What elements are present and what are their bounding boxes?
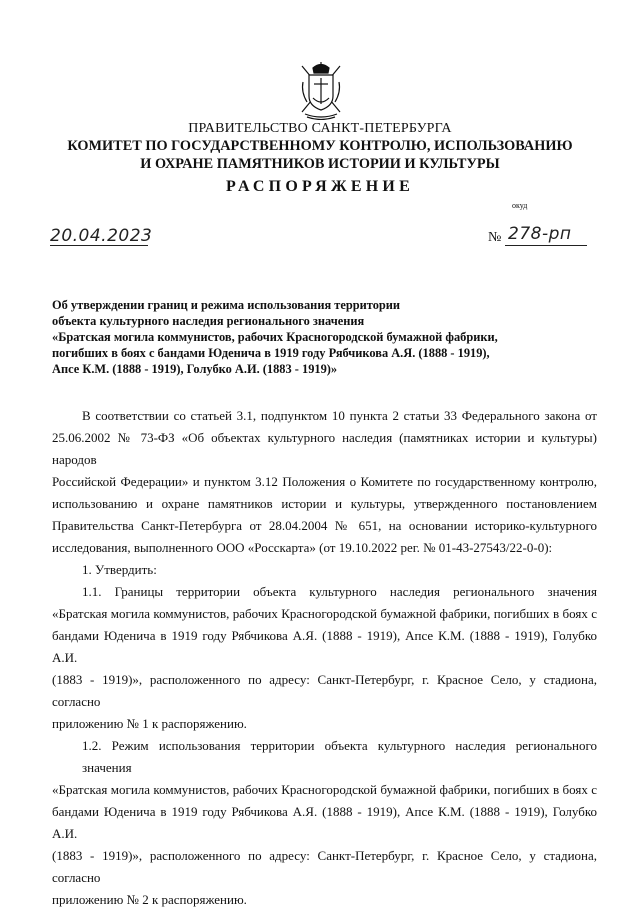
subject-line: «Братская могила коммунистов, рабочих Красногородской бумажной фабрики, xyxy=(52,330,498,344)
committee-line: КОМИТЕТ ПО ГОСУДАРСТВЕННОМУ КОНТРОЛЮ, ИСПОЛЬЗОВАНИЮ xyxy=(67,138,573,154)
government-name: ПРАВИТЕЛЬСТВО САНКТ-ПЕТЕРБУРГА xyxy=(188,121,452,136)
number-underline xyxy=(505,245,587,246)
text-line: (1883 - 1919)», расположенного по адресу: Санкт-Петербург, г. Красное Село, у стадиона, согласно xyxy=(52,672,597,709)
number-sign: № xyxy=(488,230,502,245)
document-type: РАСПОРЯЖЕНИЕ xyxy=(226,178,414,195)
text-line: бандами Юденича в 1919 году Рябчикова А.Я. (1888 - 1919), Апсе К.М. (1888 - 1919), Голубко А.И. xyxy=(52,628,597,665)
text-line: «Братская могила коммунистов, рабочих Красногородской бумажной фабрики, погибших в боях с xyxy=(52,782,597,797)
committee-name xyxy=(40,137,600,173)
text-line: Российской Федерации» и пунктом 3.12 Положения о Комитете по государственному контролю, xyxy=(52,474,597,489)
document-number: 278-рп xyxy=(508,224,572,244)
item-1: 1. Утвердить: xyxy=(82,562,157,577)
okud-label: окуд xyxy=(512,201,528,210)
text-line: исследования, выполненного ООО «Росскарта» (от 19.10.2022 рег. № 01-43-27543/22-0-0): xyxy=(52,540,553,555)
text-line: приложению № 2 к распоряжению. xyxy=(52,892,247,907)
subject-line: Об утверждении границ и режима использования территории xyxy=(52,298,401,312)
text-line: приложению № 1 к распоряжению. xyxy=(52,716,247,731)
date-underline xyxy=(50,245,148,246)
subject-line: погибших в боях с бандами Юденича в 1919 году Рябчикова А.Я. (1888 - 1919), xyxy=(52,346,490,360)
document-date: 20.04.2023 xyxy=(50,226,153,246)
text-line: (1883 - 1919)», расположенного по адресу: Санкт-Петербург, г. Красное Село, у стадиона, согласно xyxy=(52,848,597,885)
text-line: 1.2. Режим использования территории объекта культурного наследия регионального значения xyxy=(82,738,597,775)
text-line: «Братская могила коммунистов, рабочих Красногородской бумажной фабрики, погибших в боях с xyxy=(52,606,597,621)
text-line: Правительства Санкт-Петербурга от 28.04.2004 № 651, на основании историко-культурного xyxy=(52,518,597,533)
text-line: 1.1. Границы территории объекта культурного наследия регионального значения xyxy=(82,584,597,599)
committee-line: И ОХРАНЕ ПАМЯТНИКОВ ИСТОРИИ И КУЛЬТУРЫ xyxy=(140,156,500,172)
text-line: использованию и охране памятников истории и культуры, утвержденного постановлением xyxy=(52,496,597,511)
coat-of-arms-icon xyxy=(299,62,343,120)
document-subject xyxy=(52,297,592,377)
text-line: В соответствии со статьей 3.1, подпунктом 10 пункта 2 статьи 33 Федерального закона от xyxy=(82,408,597,423)
subject-line: объекта культурного наследия регионального значения xyxy=(52,314,365,328)
subject-line: Апсе К.М. (1888 - 1919), Голубко А.И. (1883 - 1919)» xyxy=(52,362,338,376)
preamble-paragraph xyxy=(52,405,597,911)
text-line: бандами Юденича в 1919 году Рябчикова А.Я. (1888 - 1919), Апсе К.М. (1888 - 1919), Голубко А.И. xyxy=(52,804,597,841)
text-line: 25.06.2002 № 73-ФЗ «Об объектах культурного наследия (памятниках истории и культуры) народов xyxy=(52,430,597,467)
